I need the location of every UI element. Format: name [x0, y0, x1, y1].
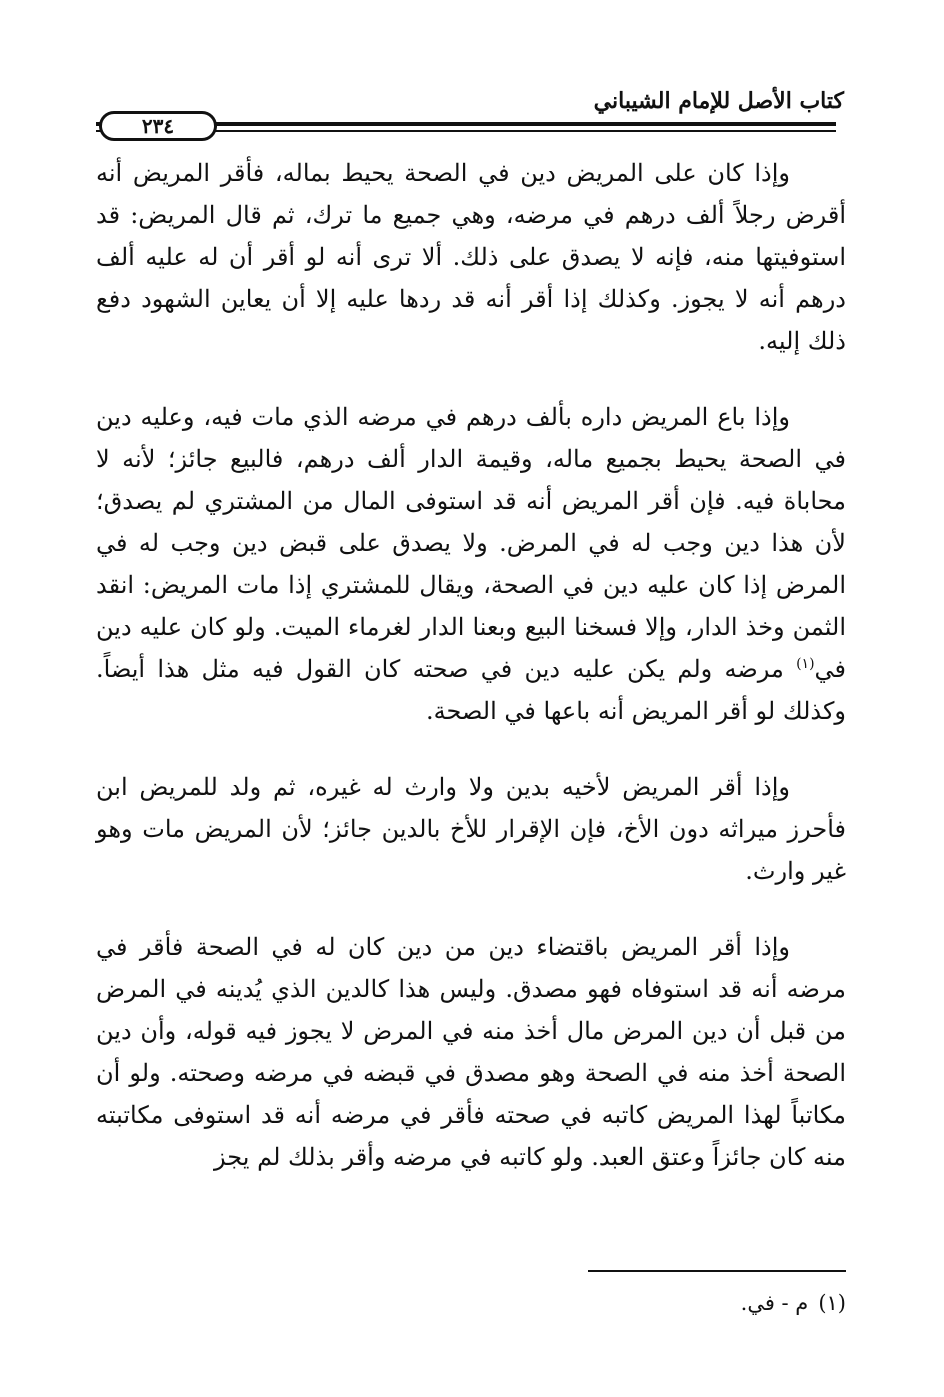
footnote-separator — [588, 1270, 846, 1272]
paragraph-2-text-after: مرضه ولم يكن عليه دين في صحته كان القول فيه مثل هذا أيضاً. وكذلك لو أقر المريض أنه باعها في الصحة. — [96, 655, 846, 725]
footnote — [500, 1288, 846, 1318]
paragraph-1: وإذا كان على المريض دين في الصحة يحيط بماله، فأقر المريض أنه أقرض رجلاً ألف درهم في مرضه، وهي جميع ما ترك، ثم قال المريض: قد استوفيتها منه، فإنه لا يصدق على ذلك. ألا ترى أنه لو أقر أن له عليه ألف درهم أنه لا يجوز. وكذلك إذا أقر أنه قد ردها عليه إلا أن يعاين الشهود دفع ذلك إليه. — [96, 159, 846, 355]
running-header-title: كتاب الأصل للإمام الشيباني — [593, 88, 844, 114]
paragraph-2 — [96, 396, 846, 732]
body-text — [96, 152, 846, 1212]
footnote-reference: (١) — [796, 656, 815, 672]
footnote-number: (١) — [818, 1291, 846, 1315]
paragraph-3: وإذا أقر المريض لأخيه بدين ولا وارث له غيره، ثم ولد للمريض ابن فأحرز ميراثه دون الأخ، فإن الإقرار للأخ بالدين جائز؛ لأن المريض مات وهو غير وارث. — [96, 773, 846, 885]
paragraph-4: وإذا أقر المريض باقتضاء دين من دين كان له في الصحة فأقر في مرضه أنه قد استوفاه فهو مصدق. وليس هذا كالدين الذي يُدينه في المرض من قبل أن دين المرض مال أخذ منه في المرض لا يجوز فيه قوله، وأن دين الصحة أخذ منه في الصحة وهو مصدق في قبضه في مرضه وصحته. ولو أن مكاتباً لهذا المريض كاتبه في صحته فأقر في مرضه أنه قد استوفى مكاتبته منه كان جائزاً وعتق العبد. ولو كاتبه في مرضه وأقر بذلك لم يجز — [96, 933, 846, 1171]
footnote-text: م - في. — [740, 1291, 809, 1315]
paragraph-2-text-before: وإذا باع المريض داره بألف درهم في مرضه الذي مات فيه، وعليه دين في الصحة يحيط بجميع ماله، وقيمة الدار ألف درهم، فالبيع جائز؛ لأنه لا محاباة فيه. فإن أقر المريض أنه قد استوفى المال من المشتري لم يصدق؛ لأن هذا دين وجب له في المرض. ولا يصدق على قبض دين وجب له في المرض إذا كان عليه دين في الصحة، ويقال للمشتري إذا مات المريض: انقد الثمن وخذ الدار، وإلا فسخنا البيع وبعنا الدار لغرماء الميت. ولو كان عليه دين في — [96, 403, 847, 683]
page-number: ٢٣٤ — [99, 111, 217, 141]
